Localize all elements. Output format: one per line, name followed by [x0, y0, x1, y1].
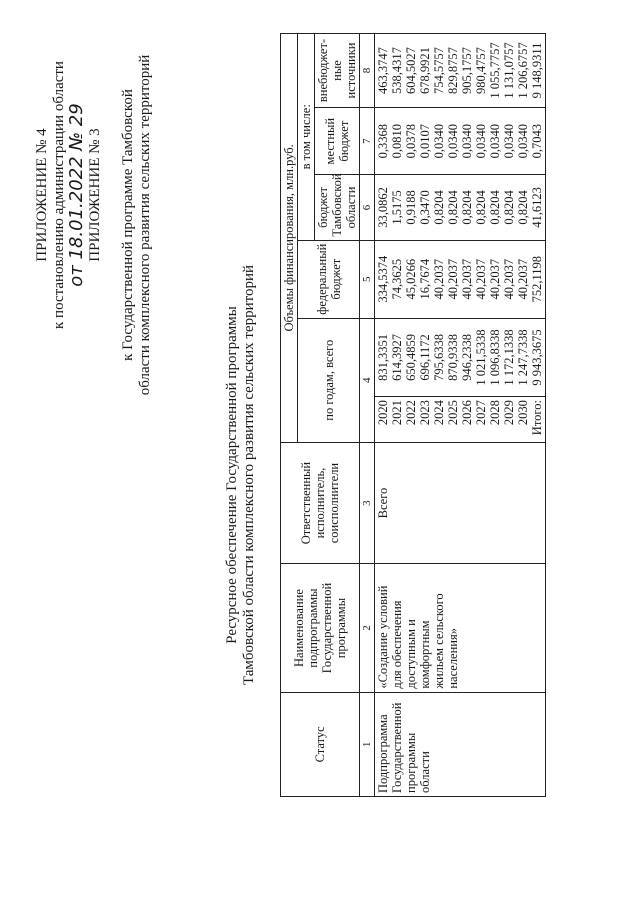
year-value: 2030: [516, 400, 530, 426]
year-value: 2027: [474, 400, 488, 426]
regional-value: 1,5175: [390, 190, 404, 225]
total-value: 650,4859: [404, 334, 418, 381]
total-value: 614,3927: [390, 334, 404, 381]
local-value: 0,0340: [502, 123, 516, 159]
header-executor: Ответственный исполнитель, соисполнители: [281, 442, 360, 564]
regional-value: 33,0862: [376, 187, 390, 228]
extra-value: 463,3747: [376, 47, 390, 94]
table-row: [375, 34, 546, 797]
total-value: 9 943,3675: [530, 329, 544, 386]
col-number: 4: [360, 318, 375, 442]
local-list: [376, 111, 544, 171]
total-cell: [375, 318, 546, 396]
total-value: 1 172,1338: [502, 329, 516, 386]
years-cell: [375, 397, 546, 443]
document-title: [224, 105, 258, 845]
federal-value: 752,1198: [530, 255, 544, 303]
regional-value: 0,8204: [488, 190, 502, 225]
executor-cell: [375, 442, 546, 564]
appendix-header: [34, 25, 104, 365]
header-by-year: по годам, всего: [298, 318, 360, 442]
year-value: 2024: [432, 400, 446, 426]
local-value: 0,0810: [390, 123, 404, 159]
extra-value: 754,5757: [432, 47, 446, 94]
year-value: 2028: [488, 400, 502, 426]
status-line: области: [418, 751, 432, 793]
local-value: 0,0340: [432, 123, 446, 159]
name-line: комфортным: [418, 620, 432, 689]
header-regional: бюджет Тамбовской области: [315, 175, 360, 240]
extra-value: 1 055,7757: [488, 42, 502, 99]
federal-cell: [375, 240, 546, 318]
year-value: 2023: [418, 400, 432, 426]
col-number: 5: [360, 240, 375, 318]
extra-list: [376, 37, 544, 104]
local-value: 0,3368: [376, 123, 390, 159]
local-value: 0,0340: [446, 123, 460, 159]
status-line: Государственной: [390, 702, 404, 793]
year-value: 2025: [446, 400, 460, 426]
regional-cell: [375, 175, 546, 240]
extra-value: 9 148,9311: [530, 42, 544, 99]
local-value: 0,0340: [516, 123, 530, 159]
decree-reference: к постановлению администрации области: [51, 61, 67, 329]
total-list: [376, 322, 544, 393]
regional-value: 0,8204: [474, 190, 488, 225]
name-line: населения»: [446, 628, 460, 689]
federal-value: 40,2037: [488, 258, 502, 300]
year-value: 2026: [460, 400, 474, 426]
federal-value: 16,7674: [418, 258, 432, 300]
program-reference-line2: области комплексного развития сельских территорий: [137, 54, 153, 396]
total-value: 795,6338: [432, 334, 446, 381]
federal-value: 74,3625: [390, 258, 404, 300]
federal-value: 40,2037: [516, 258, 530, 300]
regional-value: 41,6123: [530, 187, 544, 228]
subprogram-name-cell: [375, 564, 546, 692]
federal-value: 334,5374: [376, 255, 390, 303]
header-federal: федеральный бюджет: [298, 240, 360, 318]
local-value: 0,0340: [474, 123, 488, 159]
header-extra: внебюджет-ные источники: [315, 34, 360, 108]
year-value: 2020: [376, 400, 390, 426]
years-list: [376, 400, 544, 439]
name-line: жильем сельского: [432, 593, 446, 689]
local-value: 0,0378: [404, 123, 418, 159]
appendix-number: ПРИЛОЖЕНИЕ № 4: [34, 128, 50, 262]
year-value: 2022: [404, 400, 418, 426]
total-value: 870,9338: [446, 334, 460, 381]
local-value: 0,0340: [488, 123, 502, 159]
program-reference-line1: к Государственной программе Тамбовской: [120, 89, 136, 361]
federal-value: 40,2037: [502, 258, 516, 300]
program-reference: [120, 25, 154, 425]
extra-value: 905,1757: [460, 47, 474, 94]
local-value: 0,7043: [530, 123, 544, 159]
regional-value: 0,3470: [418, 190, 432, 225]
extra-value: 604,5027: [404, 47, 418, 94]
total-value: 831,3351: [376, 334, 390, 381]
total-value: 696,1172: [418, 334, 432, 381]
total-value: 1 096,8338: [488, 329, 502, 386]
year-value: 2021: [390, 400, 404, 426]
name-line: доступным и: [404, 619, 418, 689]
year-value: 2029: [502, 400, 516, 426]
status-line: программы: [404, 732, 418, 793]
extra-value: 1 206,6757: [516, 42, 530, 99]
title-line1: Ресурсное обеспечение Государственной программы: [224, 306, 240, 644]
federal-value: 40,2037: [432, 258, 446, 300]
decree-date-number: от 18.01.2022 № 29: [66, 103, 87, 287]
header-local: местный бюджет: [315, 107, 360, 174]
regional-value: 0,8204: [432, 190, 446, 225]
extra-value: 678,9921: [418, 47, 432, 94]
header-funding: Объемы финансирования, млн.руб.: [281, 34, 298, 443]
extra-cell: [375, 34, 546, 108]
column-number-row: [360, 34, 375, 797]
col-number: 6: [360, 175, 375, 240]
federal-value: 40,2037: [446, 258, 460, 300]
year-value: Итого:: [530, 400, 544, 436]
local-cell: [375, 107, 546, 174]
header-status: Статус: [281, 692, 360, 796]
regional-list: [376, 178, 544, 236]
name-line: для обеспечения: [390, 600, 404, 689]
col-number: 8: [360, 34, 375, 108]
local-value: 0,0340: [460, 123, 474, 159]
status-line: Подпрограмма: [376, 714, 390, 793]
federal-value: 45,0266: [404, 258, 418, 300]
header-including: в том числе:: [298, 34, 315, 241]
regional-value: 0,9188: [404, 190, 418, 225]
federal-value: 40,2037: [474, 258, 488, 300]
total-value: 946,2338: [460, 334, 474, 381]
total-value: 1 247,7338: [516, 329, 530, 386]
col-number: 7: [360, 107, 375, 174]
regional-value: 0,8204: [446, 190, 460, 225]
title-line2: Тамбовской области комплексного развития сельских территорий: [241, 264, 257, 686]
regional-value: 0,8204: [502, 190, 516, 225]
regional-value: 0,8204: [460, 190, 474, 225]
extra-value: 980,4757: [474, 47, 488, 94]
name-line: «Создание условий: [376, 585, 390, 689]
extra-value: 538,4317: [390, 47, 404, 94]
extra-value: 829,8757: [446, 47, 460, 94]
col-number: 1: [360, 692, 375, 796]
col-number: 2: [360, 564, 375, 692]
header-name: Наименование подпрограммы Государственной программы: [281, 564, 360, 692]
federal-list: [376, 244, 544, 315]
executor-value: Всего: [376, 487, 390, 519]
extra-value: 1 131,0757: [502, 42, 516, 99]
total-value: 1 021,5338: [474, 329, 488, 386]
col-number: 3: [360, 442, 375, 564]
appendix-number-old: ПРИЛОЖЕНИЕ № 3: [87, 128, 103, 262]
status-cell: [375, 692, 546, 796]
resource-table: [280, 33, 546, 797]
regional-value: 0,8204: [516, 190, 530, 225]
federal-value: 40,2037: [460, 258, 474, 300]
local-value: 0,0107: [418, 123, 432, 159]
